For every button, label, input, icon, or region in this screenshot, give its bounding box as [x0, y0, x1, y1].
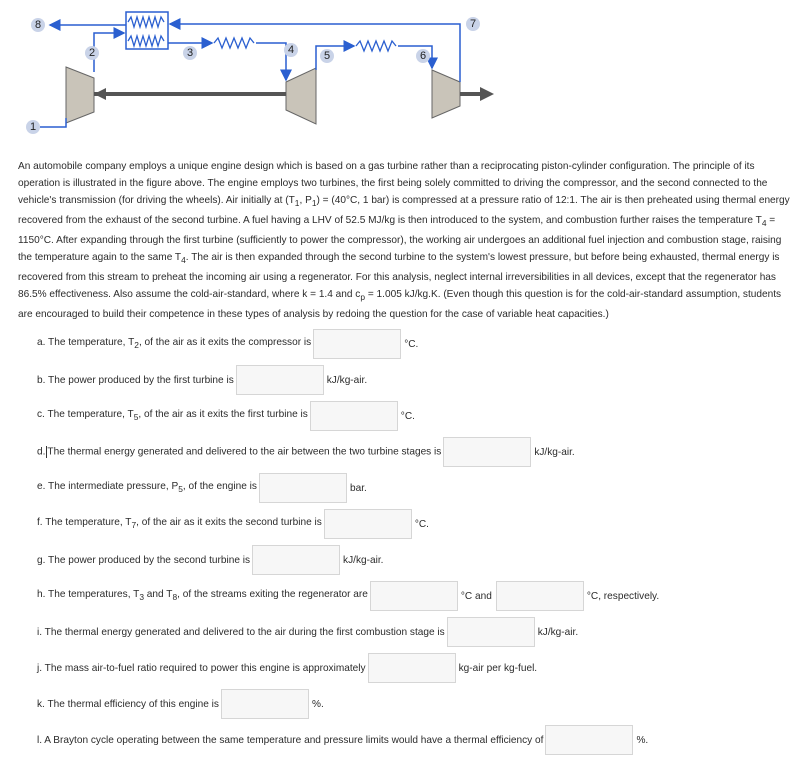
question-l [37, 724, 648, 756]
question-i-label: i. The thermal energy generated and delivered to the air during the first combustion stage is [37, 626, 445, 638]
answer-h-t8-input[interactable] [496, 581, 584, 611]
question-k [37, 688, 324, 720]
flow-1-2 [40, 118, 66, 127]
problem-statement: An automobile company employs a unique engine design which is based on a gas turbine rather than a reciprocating piston-cylinder configuration. The principle of its operation is illustrated in the figure above. The engine employs two turbines, the first being solely committed to driving the compressor, and the second connected to the vehicle's transmission (for driving the wheels). Air initially at ($T_1$, $P_1) = (40^\circ C$, 1 bar) is compressed at a pressure ratio of 12:1. The air is then preheated using thermal energy recovered from the exhaust of the second turbine. A fuel having a LHV of 52.5 MJ/kg is then introduced to the system, and combustion further raises the temperature $T_4 = 1150^\circ C$. After expanding through the first turbine (sufficiently to power the compressor), the working air undergoes an additional fuel injection and combustion stage, raising the temperature again to the same $T_4$. The air is then expanded through the second turbine to the system's lowest pressure, but before being exhausted, thermal energy is recovered from this stream to preheat the incoming air using a regenerator. For this analysis, neglect internal irreversibilities in all devices, except that the regenerator has 86.5% effectiveness. Also assume the cold-air-standard, where k = 1.4 and $c_p = 1.005$ kJ/kg.K. (Even though this question is for the cold-air-standard assumption, students are encouraged to build their competence in these types of analysis by redoing the question for the case of variable heat capacities.) [18, 161, 790, 321]
question-j-unit: kg-air per kg-fuel. [458, 662, 538, 674]
answer-j-input[interactable] [368, 653, 456, 683]
svg-text:3: 3 [186, 47, 194, 59]
question-a-label: a. The temperature, $T_2$, of the air as it exits the compressor is [37, 337, 312, 351]
svg-text:2: 2 [88, 47, 96, 59]
state-label-2 [85, 46, 99, 60]
question-d [37, 436, 575, 468]
question-g [37, 544, 383, 576]
svg-text:6: 6 [419, 50, 427, 62]
state-label-3 [183, 46, 197, 60]
answer-i-input[interactable] [447, 617, 535, 647]
question-h-label: h. The temperatures, $T_3$ and $T_8$, of the streams exiting the regenerator are [37, 589, 368, 603]
question-h-unit-1: °C and [460, 590, 492, 602]
question-f-unit: °C. [414, 518, 429, 530]
question-c-label: c. The temperature, $T_5$, of the air as it exits the first turbine is [37, 409, 308, 423]
state-label-1 [26, 120, 40, 134]
question-a-unit: °C. [404, 338, 419, 350]
answer-c-input[interactable] [310, 401, 398, 431]
state-label-8 [31, 18, 45, 32]
question-g-label: g. The power produced by the second turbine is [37, 554, 251, 566]
answer-b-input[interactable] [236, 365, 324, 395]
question-c [37, 400, 415, 432]
svg-text:8: 8 [34, 19, 42, 31]
flow-4 [256, 43, 286, 80]
answer-h-t3-input[interactable] [370, 581, 458, 611]
state-label-7 [466, 17, 480, 31]
combustor-1-coil [214, 38, 254, 48]
state-label-5 [320, 49, 334, 63]
question-e-unit: bar. [349, 482, 367, 494]
question-j [37, 652, 537, 684]
shaft-1-arrow [94, 88, 106, 100]
svg-text:5: 5 [323, 50, 331, 62]
question-i-unit: kJ/kg-air. [537, 626, 579, 638]
state-label-6 [416, 49, 430, 63]
question-i [37, 616, 578, 648]
question-b-label: b. The power produced by the first turbine is [37, 374, 234, 386]
question-b [37, 364, 367, 396]
combustor-2-coil [356, 41, 396, 51]
engine-schematic [0, 0, 810, 140]
question-l-label: l. A Brayton cycle operating between the same temperature and pressure limits would have a thermal efficiency of [37, 734, 544, 746]
question-b-unit: kJ/kg-air. [326, 374, 368, 386]
turbine-1 [286, 68, 316, 124]
question-e [37, 472, 367, 504]
answer-a-input[interactable] [313, 329, 401, 359]
answer-e-input[interactable] [259, 473, 347, 503]
compressor [66, 67, 94, 123]
answer-k-input[interactable] [221, 689, 309, 719]
question-k-label: k. The thermal efficiency of this engine is [37, 698, 219, 710]
question-f [37, 508, 429, 540]
question-d-label: d. The thermal energy generated and delivered to the air between the two turbine stages is [37, 446, 442, 458]
answer-d-input[interactable] [443, 437, 531, 467]
question-l-unit: %. [636, 734, 649, 746]
question-f-label: f. The temperature, $T_7$, of the air as it exits the second turbine is [37, 517, 322, 531]
question-k-unit: %. [311, 698, 324, 710]
output-shaft-arrow [480, 87, 494, 101]
answer-g-input[interactable] [252, 545, 340, 575]
answer-f-input[interactable] [324, 509, 412, 539]
question-a [37, 328, 418, 360]
question-e-label: e. The intermediate pressure, $P_5$, of the engine is [37, 481, 257, 495]
turbine-2 [432, 70, 460, 118]
state-label-4 [284, 43, 298, 57]
question-d-unit: kJ/kg-air. [534, 446, 575, 458]
answer-l-input[interactable] [545, 725, 633, 755]
question-h [37, 580, 659, 612]
question-h-unit-2: °C, respectively. [586, 590, 660, 602]
question-c-unit: °C. [400, 410, 415, 422]
svg-text:1: 1 [29, 121, 37, 133]
question-j-label: j. The mass air-to-fuel ratio required to power this engine is approximately [37, 662, 366, 674]
svg-text:7: 7 [469, 18, 477, 30]
svg-text:4: 4 [287, 44, 295, 56]
question-g-unit: kJ/kg-air. [343, 554, 384, 566]
